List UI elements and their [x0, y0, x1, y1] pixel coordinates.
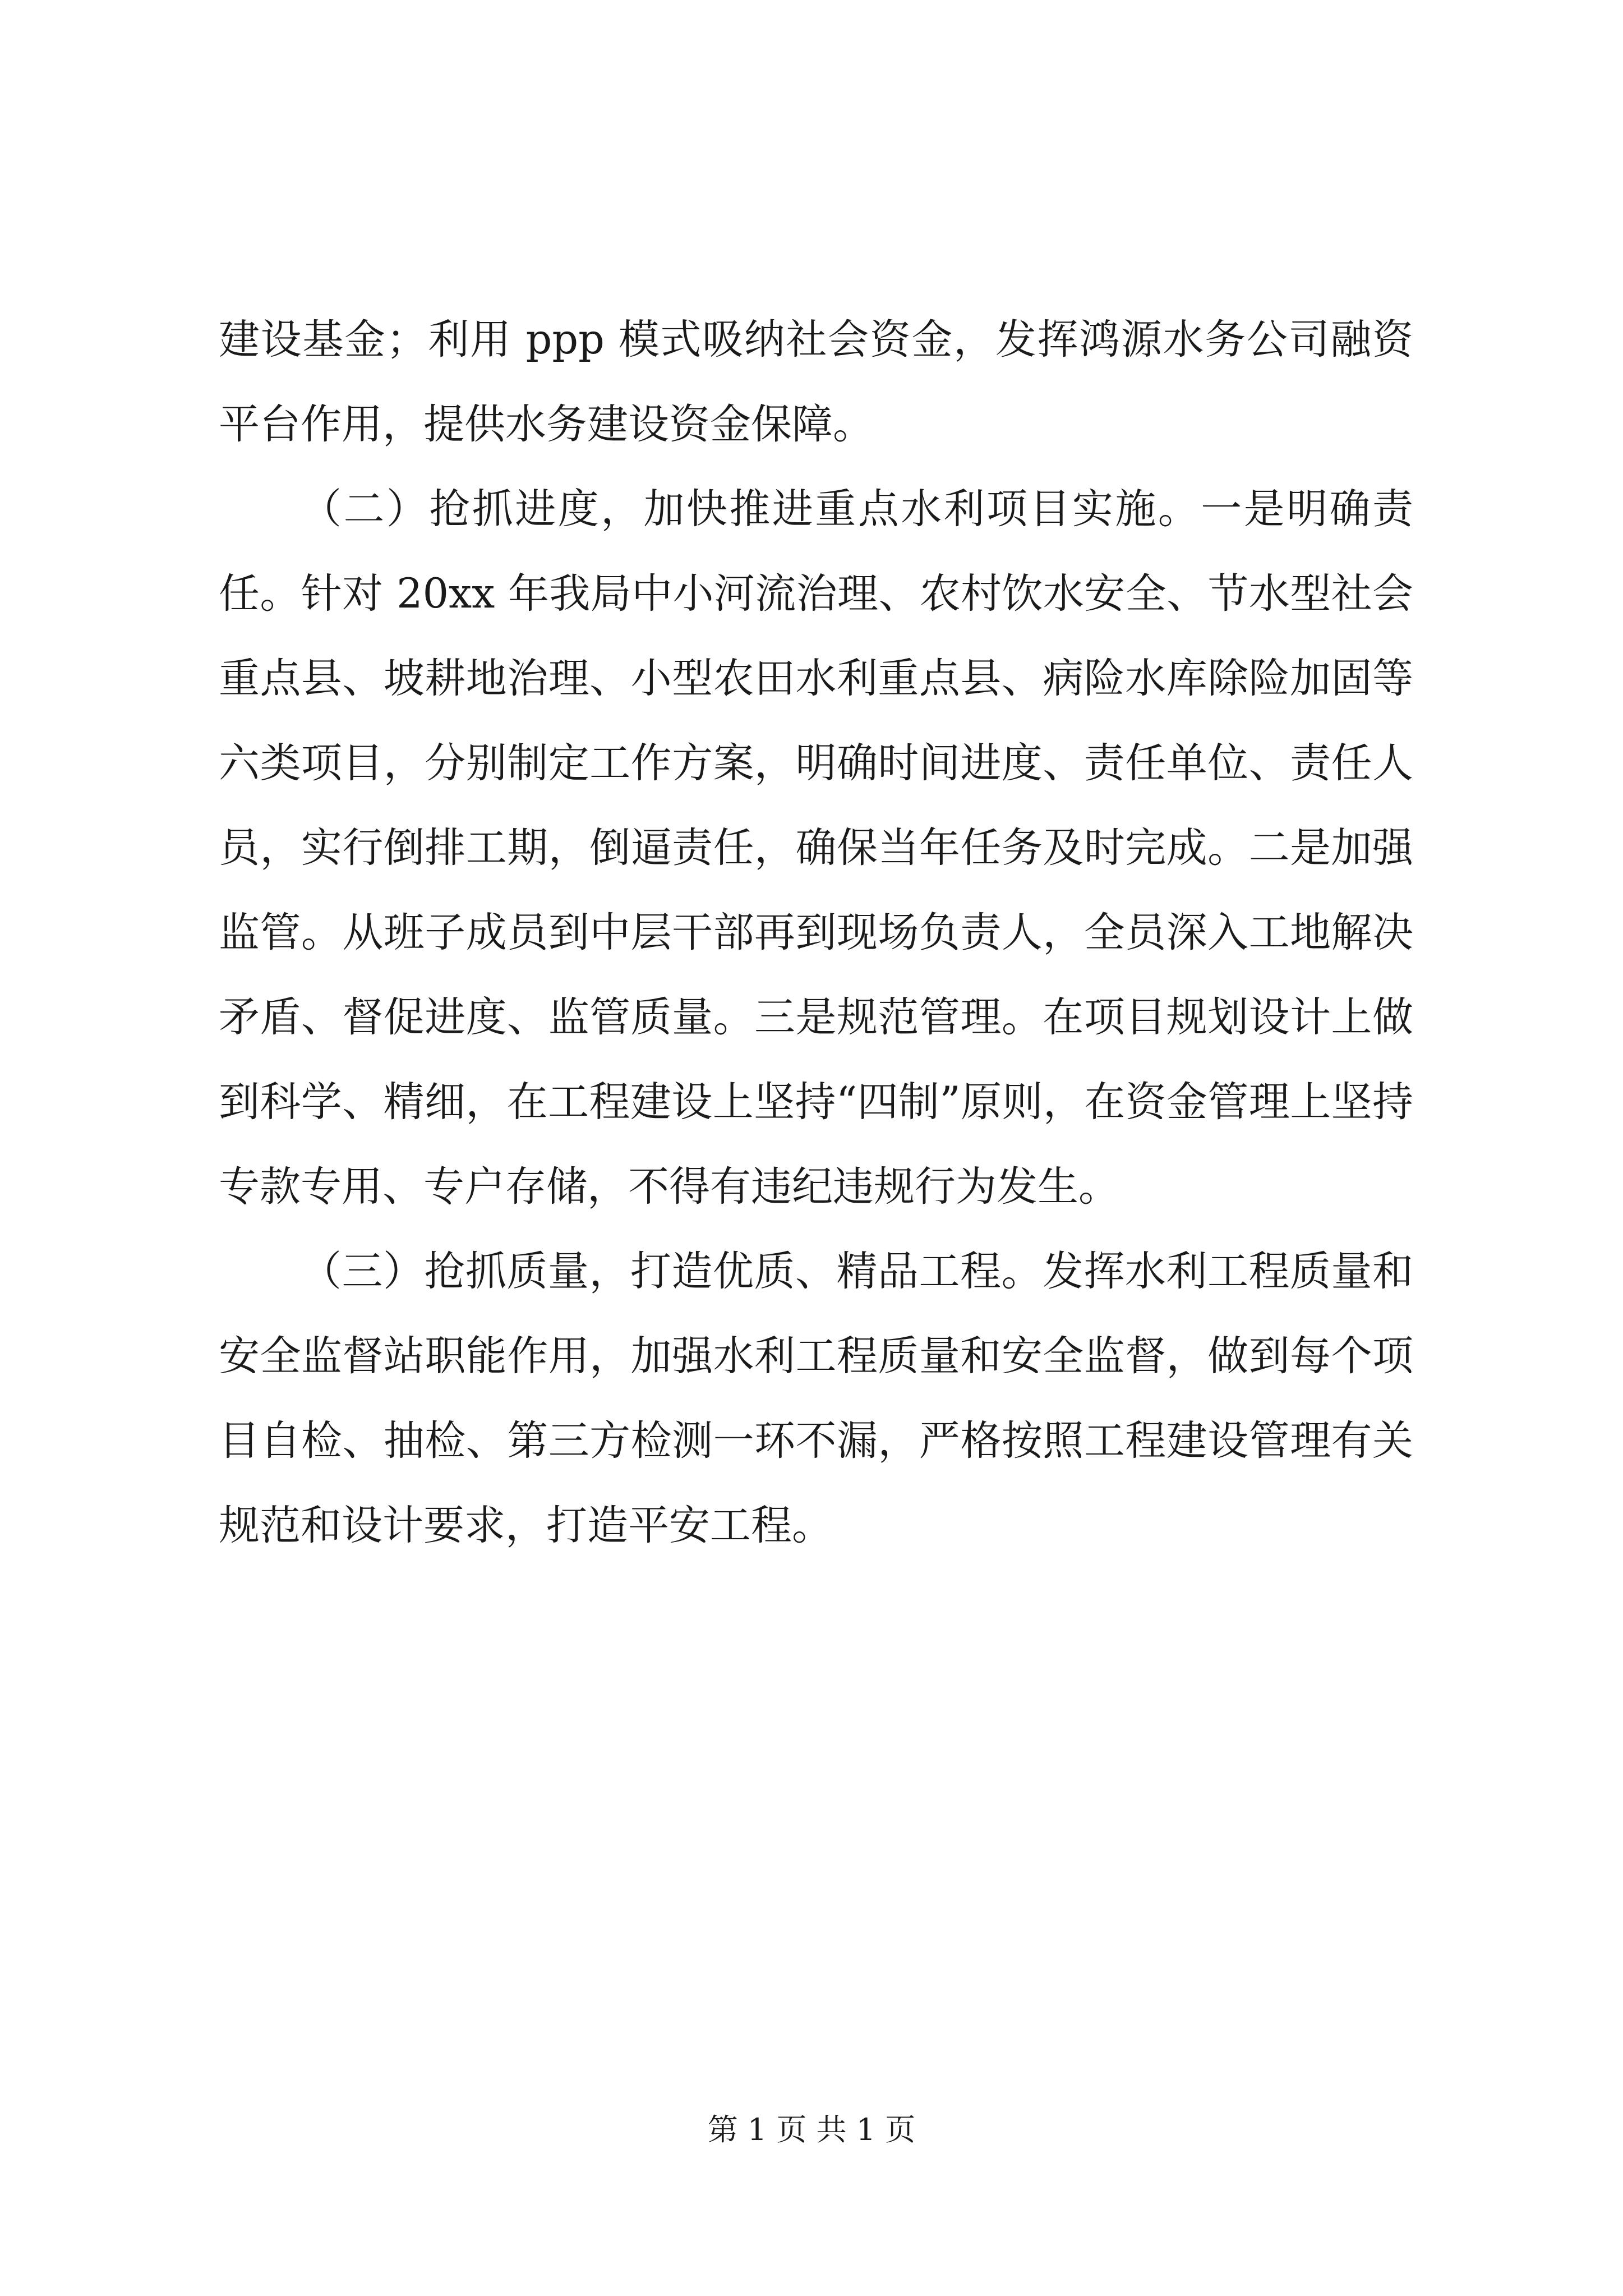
document-body [219, 297, 1413, 1568]
page-footer: 第 1 页 共 1 页 [707, 2112, 916, 2147]
paragraph-section-3: （三）抢抓质量，打造优质、精品工程。发挥水利工程质量和安全监督站职能作用，加强水利工程质量和安全监督，做到每个项目自检、抽检、第三方检测一环不漏，严格按照工程建设管理有关规范和设计要求，打造平安工程。 [219, 1248, 1413, 1549]
paragraph-continuation: 建设基金；利用 ppp 模式吸纳社会资金，发挥鸿源水务公司融资平台作用，提供水务建设资金保障。 [219, 316, 1413, 448]
paragraph-section-2: （二）抢抓进度，加快推进重点水利项目实施。一是明确责任。针对 20xx 年我局中小河流治理、农村饮水安全、节水型社会重点县、坡耕地治理、小型农田水利重点县、病险水库除险加固等六类项目，分别制定工作方案，明确时间进度、责任单位、责任人员，实行倒排工期，倒逼责任，确保当年任务及时完成。二是加强监管。从班子成员到中层干部再到现场负责人，全员深入工地解决矛盾、督促进度、监管质量。三是规范管理。在项目规划设计上做到科学、精细，在工程建设上坚持“四制”原则，在资金管理上坚持专款专用、专户存储，不得有违纪违规行为发生。 [219, 485, 1413, 1211]
